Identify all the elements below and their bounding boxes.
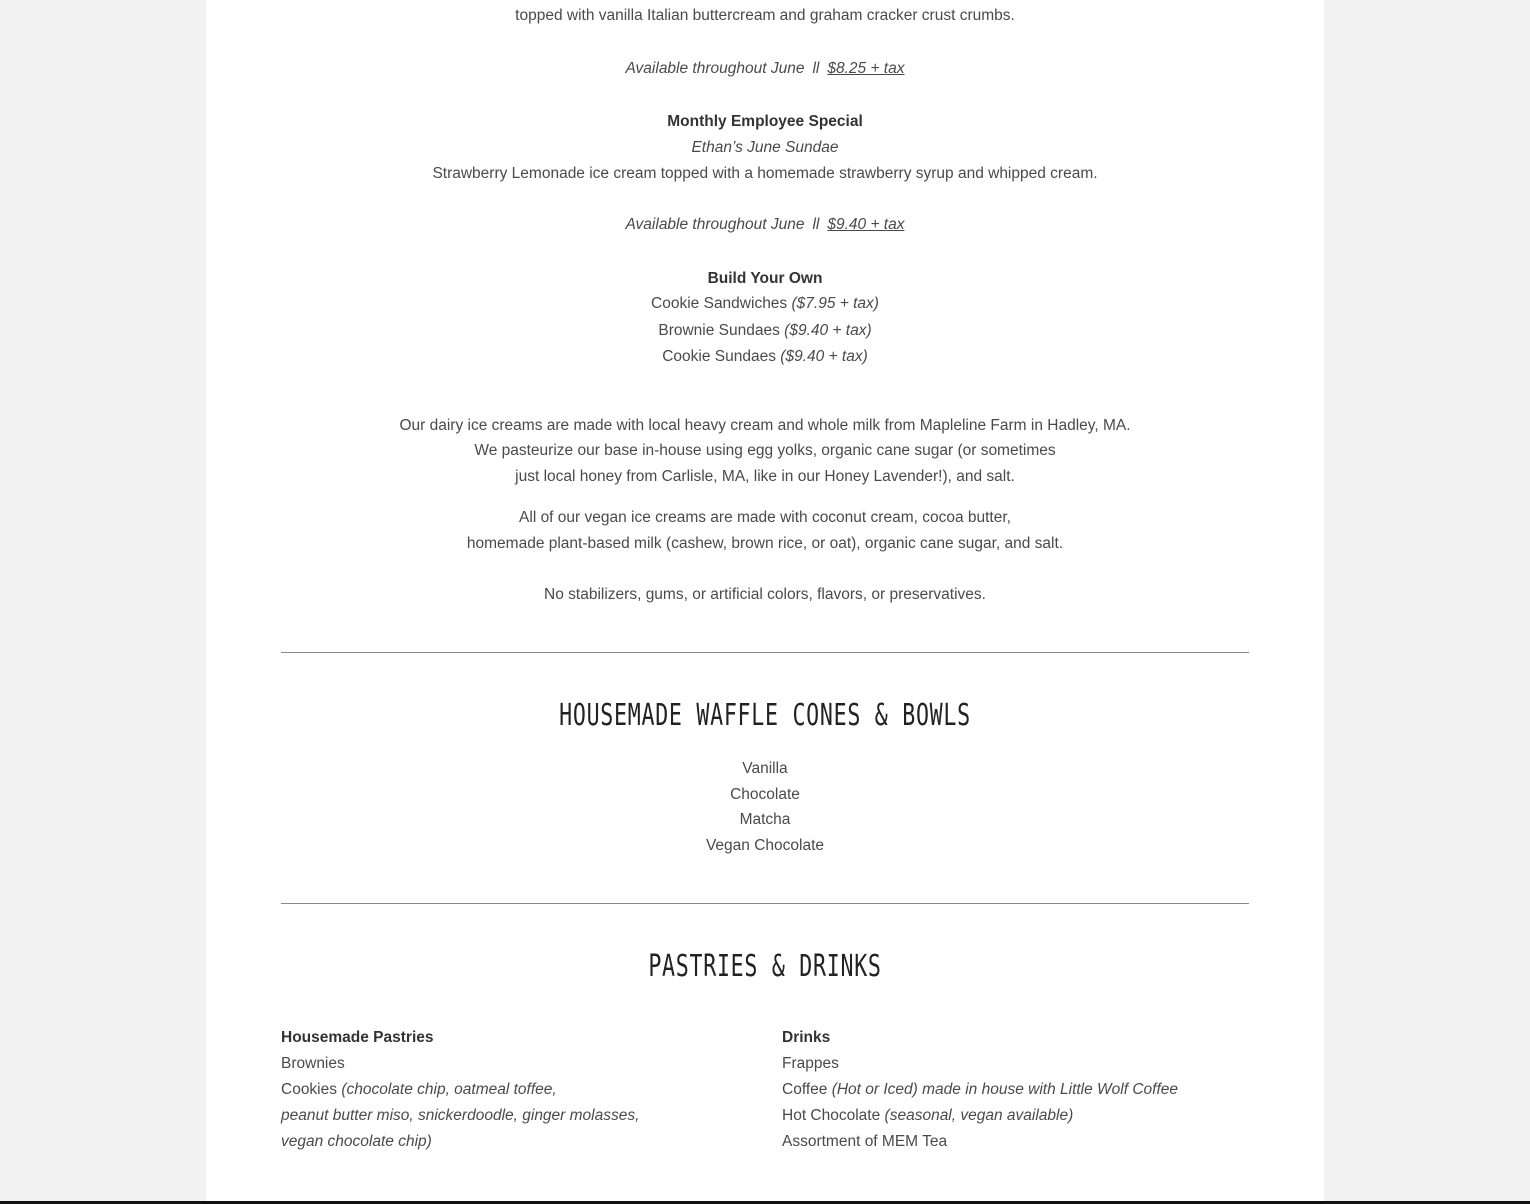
section-divider [281,652,1249,653]
cookies-detail: peanut butter miso, snickerdoodle, ginger molasses, [281,1107,640,1124]
build-item-label: Cookie Sundaes [662,348,776,365]
coffee-label: Coffee [782,1081,828,1098]
build-item-label: Brownie Sundaes [658,322,780,339]
availability-text: Available throughout June [625,60,805,77]
build-item [206,294,1324,314]
build-item [206,321,1324,341]
cone-item: Matcha [739,811,791,828]
drinks-column [782,1025,1178,1155]
employee-special-description: Strawberry Lemonade ice cream topped with a homemade strawberry syrup and whipped cream. [432,165,1098,182]
build-item [206,347,1324,367]
drink-item-frappes: Frappes [782,1055,839,1072]
availability-text: Available throughout June [625,216,805,233]
cookies-label: Cookies [281,1081,337,1098]
hot-chocolate-detail: (seasonal, vegan available) [884,1107,1074,1124]
pastries-drinks-heading: PASTRIES & DRINKS [648,949,882,984]
cone-item: Chocolate [730,786,800,803]
employee-special-title: Monthly Employee Special [667,113,863,130]
cookies-detail: (chocolate chip, oatmeal toffee, [341,1081,557,1098]
dairy-info-line: We pasteurize our base in-house using egg yolks, organic cane sugar (or sometimes [474,442,1056,459]
cookies-detail: vegan chocolate chip) [281,1133,432,1150]
cones-heading: HOUSEMADE WAFFLE CONES & BOWLS [559,698,971,733]
dairy-info-line: just local honey from Carlisle, MA, like in our Honey Lavender!), and salt. [515,468,1015,485]
separator: ll [812,60,820,77]
section-divider [281,903,1249,904]
pastries-column [281,1025,639,1155]
vegan-info-line: All of our vegan ice creams are made with coconut cream, cocoa butter, [519,509,1011,526]
price-link[interactable]: $9.40 + tax [827,216,905,233]
pastry-item-brownies: Brownies [281,1055,345,1072]
build-your-own-title: Build Your Own [707,270,823,287]
coffee-detail: (Hot or Iced) made in house with Little Wolf Coffee [831,1081,1179,1098]
drink-item-coffee [782,1077,1178,1103]
pastry-item-cookies [281,1077,639,1103]
cone-item: Vegan Chocolate [705,837,825,854]
vegan-info-line: homemade plant-based milk (cashew, brown rice, or oat), organic cane sugar, and salt. [466,535,1064,552]
pastries-title: Housemade Pastries [281,1029,434,1046]
cone-item: Vanilla [742,760,788,777]
build-item-label: Cookie Sandwiches [651,295,788,312]
price-link[interactable]: $8.25 + tax [827,60,905,77]
separator: ll [812,216,820,233]
hot-chocolate-label: Hot Chocolate [782,1107,881,1124]
employee-special-name: Ethan’s June Sundae [691,139,839,156]
build-item-price: ($9.40 + tax) [784,322,872,339]
employee-special-availability-row [206,215,1324,235]
build-item-price: ($9.40 + tax) [780,348,868,365]
drinks-title: Drinks [782,1029,831,1046]
special-availability-row [206,59,1324,79]
menu-page [206,0,1324,1201]
drink-item-hot-chocolate [782,1103,1178,1129]
build-item-price: ($7.95 + tax) [791,295,879,312]
special-description-tail: topped with vanilla Italian buttercream and graham cracker crust crumbs. [515,7,1015,24]
dairy-info-line: Our dairy ice creams are made with local heavy cream and whole milk from Mapleline Farm in Hadley, MA. [399,417,1131,434]
drink-item-tea: Assortment of MEM Tea [782,1133,948,1150]
no-additives-info: No stabilizers, gums, or artificial colors, flavors, or preservatives. [544,586,986,603]
